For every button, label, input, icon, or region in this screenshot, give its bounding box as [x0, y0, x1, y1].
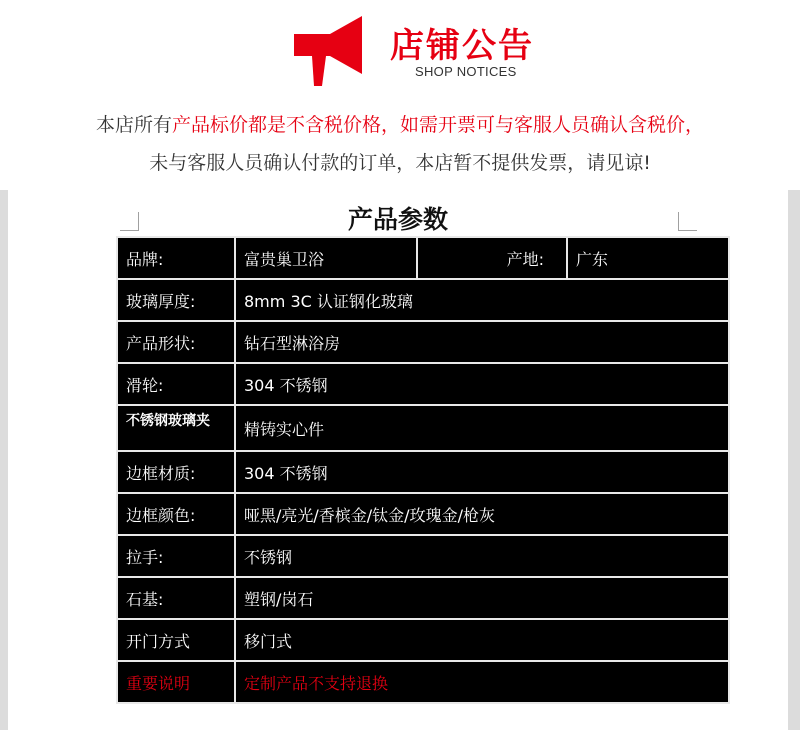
param-value: 精铸实心件: [235, 405, 729, 451]
brand-label: 品牌:: [117, 237, 235, 279]
table-row: [117, 661, 729, 703]
param-value: 移门式: [235, 619, 729, 661]
table-row: [117, 321, 729, 363]
notice-line-1-highlight: 产品标价都是不含税价格，如需开票可与客服人员确认含税价，: [172, 114, 705, 136]
notice-line-2: 未与客服人员确认付款的订单，本店暂不提供发票，请见谅!: [149, 152, 651, 174]
param-label: 石基:: [117, 577, 235, 619]
param-value: 8mm 3C 认证钢化玻璃: [235, 279, 729, 321]
param-value: 钻石型淋浴房: [235, 321, 729, 363]
param-label: 产品形状:: [117, 321, 235, 363]
param-label: 拉手:: [117, 535, 235, 577]
origin-label: 产地:: [417, 237, 567, 279]
param-value: 304 不锈钢: [235, 363, 729, 405]
table-row: [117, 237, 729, 279]
table-row: [117, 493, 729, 535]
important-note-value: 定制产品不支持退换: [235, 661, 729, 703]
notice-title: 店铺公告: [390, 26, 534, 66]
brand-value: 富贵巢卫浴: [235, 237, 417, 279]
table-row: [117, 535, 729, 577]
megaphone-icon: [290, 14, 370, 89]
important-note-label: 重要说明: [117, 661, 235, 703]
param-label: 开门方式: [117, 619, 235, 661]
notice-line-1-prefix: 本店所有: [95, 114, 172, 136]
param-value: 不锈钢: [235, 535, 729, 577]
notice-subtitle: SHOP NOTICES: [415, 64, 517, 79]
shop-notice-banner: [0, 0, 800, 190]
table-row: [117, 619, 729, 661]
product-params-table: [116, 236, 730, 704]
param-label: 滑轮:: [117, 363, 235, 405]
table-row: [117, 363, 729, 405]
document-area: [0, 190, 800, 730]
document-page: [8, 190, 788, 730]
param-value: 304 不锈钢: [235, 451, 729, 493]
param-label: 边框材质:: [117, 451, 235, 493]
param-value: 塑钢/岗石: [235, 577, 729, 619]
origin-value: 广东: [567, 237, 729, 279]
param-value: 哑黑/亮光/香槟金/钛金/玫瑰金/枪灰: [235, 493, 729, 535]
table-row: [117, 451, 729, 493]
document-title: 产品参数: [347, 205, 448, 234]
param-label: 不锈钢玻璃夹: [117, 405, 235, 451]
table-row: [117, 577, 729, 619]
param-label: 边框颜色:: [117, 493, 235, 535]
table-row: [117, 279, 729, 321]
param-label: 玻璃厚度:: [117, 279, 235, 321]
notice-line-1: [0, 110, 800, 137]
table-row: [117, 405, 729, 451]
